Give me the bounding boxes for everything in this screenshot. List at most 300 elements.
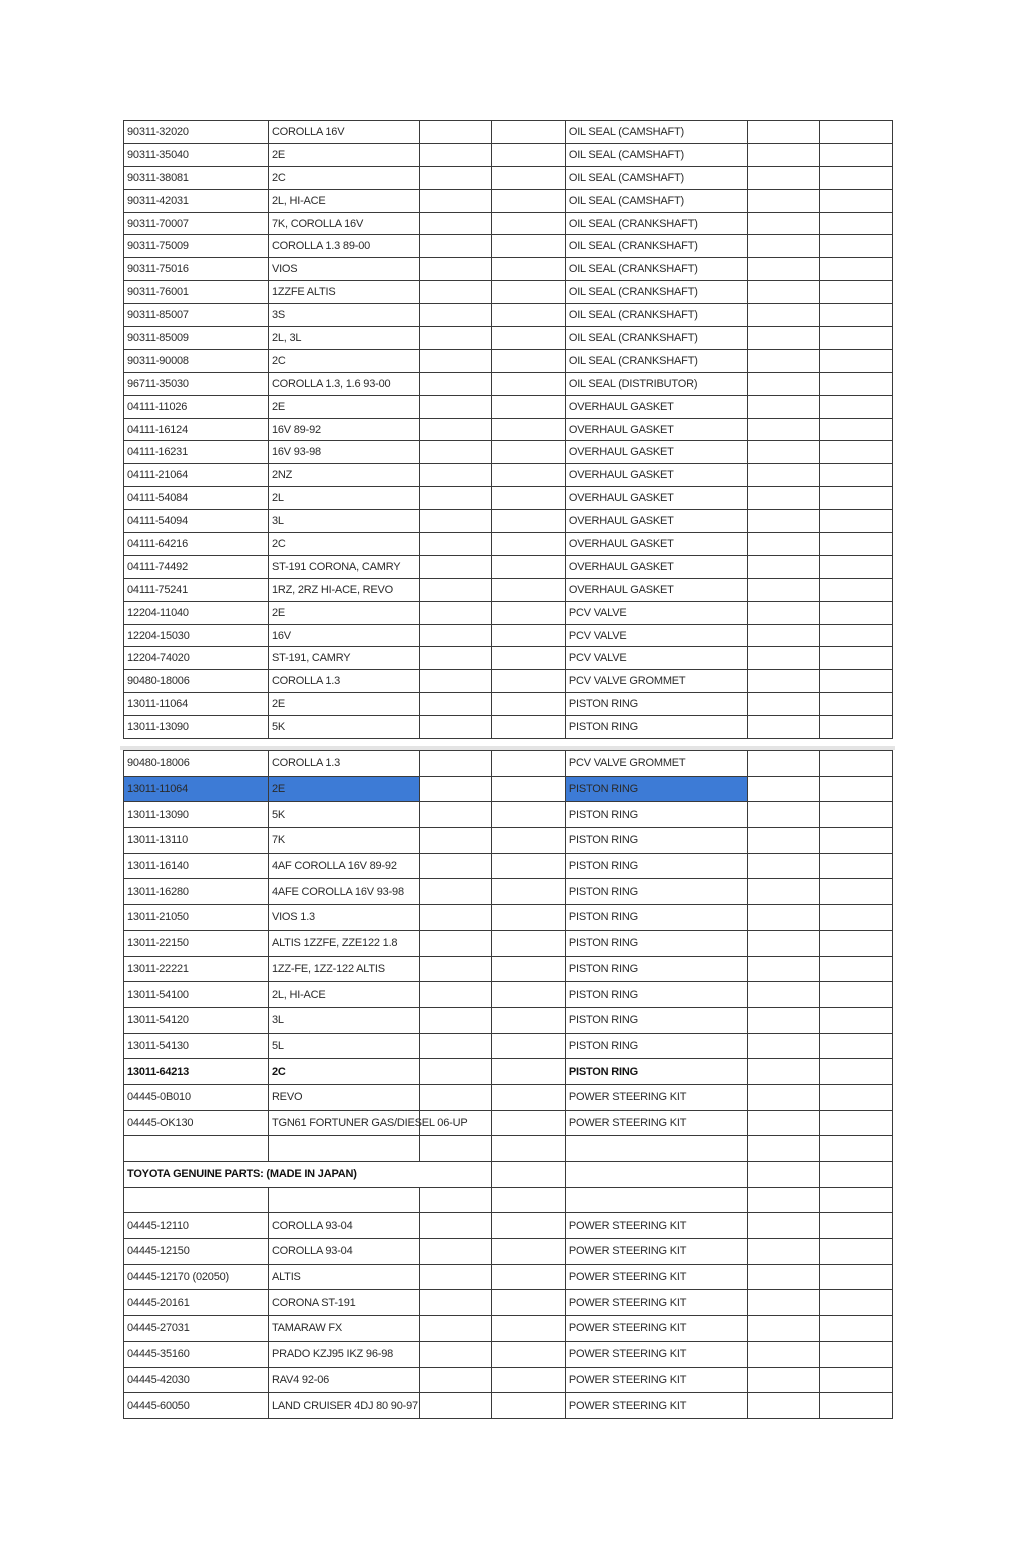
table-cell	[748, 670, 820, 693]
table-cell	[492, 670, 565, 693]
table-cell: ST-191 CORONA, CAMRY	[268, 555, 419, 578]
table-cell: COROLLA 1.3	[268, 751, 419, 777]
table-row	[124, 1059, 893, 1085]
table-cell: 90311-38081	[124, 166, 269, 189]
table-cell: PCV VALVE	[565, 647, 747, 670]
table-cell	[748, 510, 820, 533]
table-cell	[492, 1059, 565, 1085]
table-cell	[820, 982, 893, 1008]
table-cell	[820, 751, 893, 777]
table-cell	[492, 828, 565, 854]
table-cell	[419, 143, 491, 166]
table-cell	[820, 776, 893, 802]
table-cell	[419, 956, 491, 982]
table-cell	[492, 776, 565, 802]
table-cell	[419, 693, 491, 716]
table-cell: TGN61 FORTUNER GAS/DIESEL 06-UP	[268, 1110, 419, 1136]
table-cell	[820, 372, 893, 395]
table-cell	[419, 327, 491, 350]
table-cell	[748, 418, 820, 441]
table-cell	[492, 327, 565, 350]
table-row	[124, 1264, 893, 1290]
table-cell: COROLLA 16V	[268, 121, 419, 144]
table-cell: POWER STEERING KIT	[565, 1393, 747, 1419]
table-cell	[820, 212, 893, 235]
table-cell	[748, 235, 820, 258]
table-cell: 13011-64213	[124, 1059, 269, 1085]
table-cell: 13011-22150	[124, 930, 269, 956]
table-cell	[748, 1059, 820, 1085]
table-cell: 4AF COROLLA 16V 89-92	[268, 853, 419, 879]
table-cell	[492, 647, 565, 670]
table-cell	[492, 441, 565, 464]
table-cell: 04111-54084	[124, 487, 269, 510]
table-cell	[419, 879, 491, 905]
table-cell: 04445-0B010	[124, 1084, 269, 1110]
table-cell	[748, 982, 820, 1008]
table-cell	[820, 510, 893, 533]
table-cell	[748, 166, 820, 189]
table-cell: 04111-11026	[124, 395, 269, 418]
table-cell: 04111-21064	[124, 464, 269, 487]
table-cell: POWER STEERING KIT	[565, 1264, 747, 1290]
table-cell: OIL SEAL (CRANKSHAFT)	[565, 281, 747, 304]
table-cell	[492, 235, 565, 258]
table-cell	[492, 1290, 565, 1316]
table-cell	[820, 395, 893, 418]
table-cell: TAMARAW FX	[268, 1316, 419, 1342]
table-cell: 13011-54120	[124, 1007, 269, 1033]
table-cell	[124, 1187, 269, 1213]
table-cell: VIOS 1.3	[268, 905, 419, 931]
table-cell	[492, 853, 565, 879]
table-cell: OVERHAUL GASKET	[565, 578, 747, 601]
table-cell	[419, 1007, 491, 1033]
table-row	[124, 121, 893, 144]
table-cell: 04111-54094	[124, 510, 269, 533]
table-cell: 2C	[268, 533, 419, 556]
table-cell	[492, 464, 565, 487]
table-row	[124, 349, 893, 372]
table-cell: 16V 93-98	[268, 441, 419, 464]
table-cell	[492, 716, 565, 739]
table-cell: 90311-42031	[124, 189, 269, 212]
table-row	[124, 1110, 893, 1136]
table-row	[124, 1393, 893, 1419]
table-cell: REVO	[268, 1084, 419, 1110]
table-cell: 3S	[268, 304, 419, 327]
table-cell	[492, 166, 565, 189]
table-cell	[492, 982, 565, 1008]
table-cell	[748, 1316, 820, 1342]
table-cell	[419, 281, 491, 304]
table-cell: 2E	[268, 143, 419, 166]
table-row	[124, 930, 893, 956]
table-cell: OIL SEAL (CRANKSHAFT)	[565, 304, 747, 327]
table-row	[124, 624, 893, 647]
table-cell	[820, 930, 893, 956]
table-cell	[748, 624, 820, 647]
table-cell	[492, 1110, 565, 1136]
table-cell	[492, 1007, 565, 1033]
table-cell	[419, 716, 491, 739]
table-cell: 13011-13090	[124, 716, 269, 739]
table-cell	[492, 1213, 565, 1239]
table-cell: 13011-22221	[124, 956, 269, 982]
table-row	[124, 601, 893, 624]
table-row	[124, 578, 893, 601]
table-cell: 04445-42030	[124, 1367, 269, 1393]
table-row	[124, 802, 893, 828]
table-cell	[748, 776, 820, 802]
table-row	[124, 372, 893, 395]
table-row	[124, 1084, 893, 1110]
table-cell	[820, 533, 893, 556]
table-cell: 90480-18006	[124, 670, 269, 693]
table-cell	[820, 1264, 893, 1290]
table-cell: 90311-35040	[124, 143, 269, 166]
table-cell	[419, 1033, 491, 1059]
table-cell	[820, 189, 893, 212]
table-cell	[419, 1084, 491, 1110]
table-cell	[492, 121, 565, 144]
table-cell: 04111-64216	[124, 533, 269, 556]
table-cell: PCV VALVE	[565, 624, 747, 647]
table-cell: PISTON RING	[565, 802, 747, 828]
table-cell	[748, 905, 820, 931]
table-cell	[820, 670, 893, 693]
table-cell: PISTON RING	[565, 1059, 747, 1085]
table-cell	[492, 304, 565, 327]
table-cell	[268, 1187, 419, 1213]
table-cell	[419, 1136, 491, 1162]
table-cell: 04111-75241	[124, 578, 269, 601]
table-cell: PISTON RING	[565, 828, 747, 854]
table-cell: 2E	[268, 693, 419, 716]
table-row	[124, 418, 893, 441]
table-cell	[820, 879, 893, 905]
table-cell	[124, 1136, 269, 1162]
table-cell: 13011-11064	[124, 693, 269, 716]
table-cell: 2E	[268, 601, 419, 624]
table-row	[124, 1033, 893, 1059]
table-cell	[748, 1162, 820, 1188]
table-cell	[492, 395, 565, 418]
table-cell	[748, 487, 820, 510]
table-cell	[419, 776, 491, 802]
table-cell	[748, 1264, 820, 1290]
table-cell	[748, 647, 820, 670]
table-cell: OVERHAUL GASKET	[565, 418, 747, 441]
table-cell: PISTON RING	[565, 1007, 747, 1033]
table-cell	[820, 487, 893, 510]
table-cell	[748, 258, 820, 281]
table-cell	[820, 1393, 893, 1419]
table-cell	[748, 372, 820, 395]
table-cell: PISTON RING	[565, 982, 747, 1008]
table-cell	[492, 578, 565, 601]
table-cell: 13011-16140	[124, 853, 269, 879]
table-cell: 90311-76001	[124, 281, 269, 304]
table-cell: CORONA ST-191	[268, 1290, 419, 1316]
table-row	[124, 716, 893, 739]
table-cell	[419, 510, 491, 533]
table-cell	[492, 281, 565, 304]
table-cell: PISTON RING	[565, 1033, 747, 1059]
table-cell: 12204-74020	[124, 647, 269, 670]
table-cell	[492, 258, 565, 281]
table-cell: OVERHAUL GASKET	[565, 464, 747, 487]
table-cell	[419, 304, 491, 327]
table-cell	[748, 1341, 820, 1367]
table-cell	[492, 372, 565, 395]
table-cell	[419, 1367, 491, 1393]
table-cell	[820, 418, 893, 441]
table-row	[124, 693, 893, 716]
table-cell: 16V 89-92	[268, 418, 419, 441]
table-cell: POWER STEERING KIT	[565, 1341, 747, 1367]
table-cell: PISTON RING	[565, 905, 747, 931]
table-cell	[419, 601, 491, 624]
table-cell	[492, 1136, 565, 1162]
table-cell: 1RZ, 2RZ HI-ACE, REVO	[268, 578, 419, 601]
table-cell: OIL SEAL (DISTRIBUTOR)	[565, 372, 747, 395]
table-cell	[748, 533, 820, 556]
table-cell	[565, 1136, 747, 1162]
table-cell: COROLLA 93-04	[268, 1239, 419, 1265]
table-row	[124, 281, 893, 304]
table-cell: 7K, COROLLA 16V	[268, 212, 419, 235]
table-row	[124, 327, 893, 350]
table-cell	[492, 1239, 565, 1265]
table-cell	[419, 1316, 491, 1342]
table-cell: OIL SEAL (CRANKSHAFT)	[565, 327, 747, 350]
table-cell	[748, 1187, 820, 1213]
table-cell	[419, 487, 491, 510]
table-cell: 13011-21050	[124, 905, 269, 931]
table-cell	[748, 853, 820, 879]
table-cell: 2L, HI-ACE	[268, 982, 419, 1008]
table-cell	[268, 1136, 419, 1162]
table-row	[124, 670, 893, 693]
table-cell	[748, 441, 820, 464]
table-cell	[492, 1162, 565, 1188]
table-cell: OIL SEAL (CRANKSHAFT)	[565, 258, 747, 281]
table-cell	[492, 751, 565, 777]
table-cell	[565, 1162, 747, 1188]
table-cell	[492, 510, 565, 533]
table-cell	[419, 1187, 491, 1213]
table-cell: 90311-32020	[124, 121, 269, 144]
table-cell	[748, 828, 820, 854]
section-heading: TOYOTA GENUINE PARTS: (MADE IN JAPAN)	[124, 1162, 492, 1188]
table-cell: 2L, HI-ACE	[268, 189, 419, 212]
table-cell: 12204-15030	[124, 624, 269, 647]
table-cell	[820, 121, 893, 144]
table-cell	[419, 751, 491, 777]
table-cell: OIL SEAL (CRANKSHAFT)	[565, 235, 747, 258]
table-cell: 2E	[268, 776, 419, 802]
table-cell: 90311-85009	[124, 327, 269, 350]
table-cell: POWER STEERING KIT	[565, 1367, 747, 1393]
table-row	[124, 555, 893, 578]
table-cell: 2E	[268, 395, 419, 418]
table-cell	[748, 802, 820, 828]
table-cell	[820, 624, 893, 647]
table-cell	[419, 853, 491, 879]
table-row	[124, 1290, 893, 1316]
table-cell: PISTON RING	[565, 716, 747, 739]
table-row	[124, 441, 893, 464]
table-cell: COROLLA 1.3 89-00	[268, 235, 419, 258]
table-row	[124, 235, 893, 258]
table-row	[124, 510, 893, 533]
table-cell	[419, 624, 491, 647]
table-cell	[748, 1367, 820, 1393]
table-cell	[820, 716, 893, 739]
table-cell: 2L, 3L	[268, 327, 419, 350]
table-cell: PISTON RING	[565, 853, 747, 879]
table-cell	[748, 751, 820, 777]
table-cell: POWER STEERING KIT	[565, 1316, 747, 1342]
table-cell	[419, 533, 491, 556]
table-cell	[748, 1033, 820, 1059]
table-cell: LAND CRUISER 4DJ 80 90-97	[268, 1393, 419, 1419]
table-cell	[820, 1367, 893, 1393]
table-cell	[820, 905, 893, 931]
table-row	[124, 143, 893, 166]
table-cell: OIL SEAL (CAMSHAFT)	[565, 166, 747, 189]
table-cell	[820, 601, 893, 624]
table-cell	[419, 555, 491, 578]
table-cell	[748, 879, 820, 905]
table-cell	[419, 802, 491, 828]
table-cell	[748, 693, 820, 716]
table-cell: 90311-75016	[124, 258, 269, 281]
table-cell	[419, 189, 491, 212]
table-cell: RAV4 92-06	[268, 1367, 419, 1393]
table-cell: 90311-75009	[124, 235, 269, 258]
table-cell: 2C	[268, 1059, 419, 1085]
table-cell: ALTIS	[268, 1264, 419, 1290]
table-row	[124, 1239, 893, 1265]
table-cell	[492, 1341, 565, 1367]
table-cell	[419, 235, 491, 258]
table-cell: 13011-54100	[124, 982, 269, 1008]
table-cell: OIL SEAL (CRANKSHAFT)	[565, 349, 747, 372]
table-cell: 04445-60050	[124, 1393, 269, 1419]
table-cell: 2L	[268, 487, 419, 510]
table-cell	[419, 982, 491, 1008]
table-cell	[820, 828, 893, 854]
table-cell: 1ZZFE ALTIS	[268, 281, 419, 304]
table-cell: 04111-16231	[124, 441, 269, 464]
table-cell: OVERHAUL GASKET	[565, 395, 747, 418]
table-cell	[748, 1290, 820, 1316]
table-cell	[565, 1187, 747, 1213]
table-cell	[748, 555, 820, 578]
table-cell: 04445-35160	[124, 1341, 269, 1367]
table-cell: OIL SEAL (CAMSHAFT)	[565, 143, 747, 166]
table-cell	[419, 212, 491, 235]
table-row	[124, 1316, 893, 1342]
table-cell	[492, 533, 565, 556]
table-cell	[820, 956, 893, 982]
table-cell: 5K	[268, 716, 419, 739]
table-cell	[820, 1084, 893, 1110]
table-cell: 3L	[268, 510, 419, 533]
table-row	[124, 647, 893, 670]
table-cell: PISTON RING	[565, 693, 747, 716]
table-cell: 90480-18006	[124, 751, 269, 777]
table-cell	[748, 281, 820, 304]
table-cell	[419, 828, 491, 854]
table-row	[124, 828, 893, 854]
table-cell: PISTON RING	[565, 930, 747, 956]
table-cell: 90311-70007	[124, 212, 269, 235]
table-cell	[492, 802, 565, 828]
table-row	[124, 212, 893, 235]
table-cell: PCV VALVE GROMMET	[565, 751, 747, 777]
table-cell	[820, 441, 893, 464]
table-cell	[820, 1239, 893, 1265]
table-row	[124, 304, 893, 327]
table-cell: PISTON RING	[565, 879, 747, 905]
table-cell	[492, 487, 565, 510]
table-cell: ALTIS 1ZZFE, ZZE122 1.8	[268, 930, 419, 956]
table-cell: PISTON RING	[565, 956, 747, 982]
table-cell	[492, 693, 565, 716]
table-cell: 5K	[268, 802, 419, 828]
table-cell	[820, 235, 893, 258]
table-cell: 3L	[268, 1007, 419, 1033]
table-cell: COROLLA 1.3	[268, 670, 419, 693]
table-cell: 04111-16124	[124, 418, 269, 441]
table-cell: 7K	[268, 828, 419, 854]
table-cell	[820, 1213, 893, 1239]
table-cell: PCV VALVE GROMMET	[565, 670, 747, 693]
table-cell	[419, 647, 491, 670]
table-cell	[419, 166, 491, 189]
table-row	[124, 776, 893, 802]
table-cell: OVERHAUL GASKET	[565, 487, 747, 510]
table-cell: 04445-20161	[124, 1290, 269, 1316]
table-cell	[419, 1290, 491, 1316]
table-cell: OVERHAUL GASKET	[565, 510, 747, 533]
table-cell	[492, 1393, 565, 1419]
table-cell	[748, 1239, 820, 1265]
table-cell	[820, 1290, 893, 1316]
table-cell	[748, 1007, 820, 1033]
table-cell	[748, 1213, 820, 1239]
table-cell	[820, 349, 893, 372]
table-row	[124, 1367, 893, 1393]
table-cell	[492, 143, 565, 166]
table-cell: COROLLA 1.3, 1.6 93-00	[268, 372, 419, 395]
table-cell	[419, 1059, 491, 1085]
table-cell	[820, 1033, 893, 1059]
table-cell: COROLLA 93-04	[268, 1213, 419, 1239]
table-cell	[748, 304, 820, 327]
table-row	[124, 956, 893, 982]
table-cell: 2C	[268, 166, 419, 189]
table-cell: 5L	[268, 1033, 419, 1059]
table-cell	[820, 1187, 893, 1213]
table-cell: 04445-12150	[124, 1239, 269, 1265]
table-cell	[419, 441, 491, 464]
table-cell	[748, 212, 820, 235]
table-cell: POWER STEERING KIT	[565, 1290, 747, 1316]
